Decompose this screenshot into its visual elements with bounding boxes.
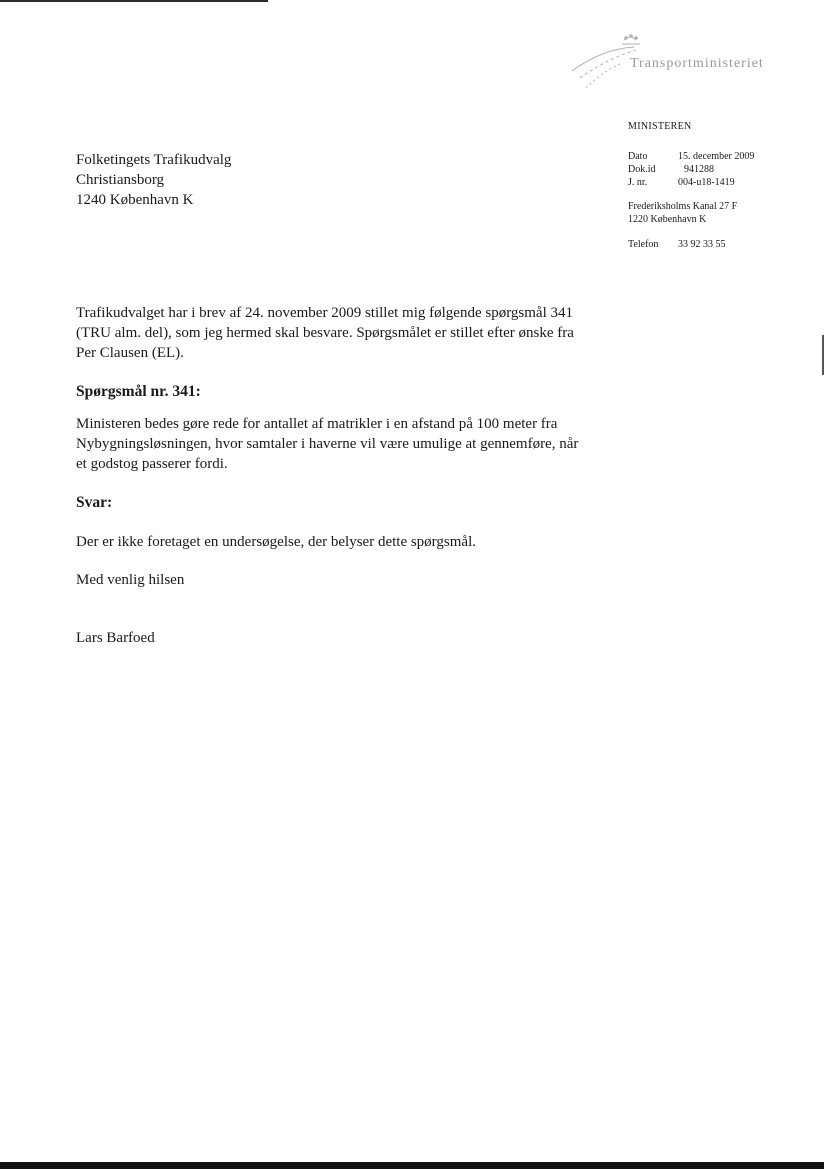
closing-text: Med venlig hilsen [76, 572, 185, 588]
answer-heading: Svar: [76, 494, 113, 511]
recipient-line3: 1240 København K [76, 192, 194, 208]
meta-row-dokid [628, 163, 754, 176]
scan-edge-bottom [0, 1162, 824, 1169]
recipient-address [76, 150, 231, 210]
jnr-label: J. nr. [628, 177, 648, 188]
sender-address-line2: 1220 København K [628, 214, 707, 225]
document-meta [628, 150, 754, 189]
question-heading: Spørgsmål nr. 341: [76, 383, 201, 400]
dokid-value: 941288 [684, 164, 714, 175]
meta-row-date [628, 150, 754, 163]
scan-edge-top [0, 0, 268, 2]
dokid-label: Dok.id [628, 164, 656, 175]
question-paragraph: Ministeren bedes gøre rede for antallet af matrikler i en afstand på 100 meter fra Nybygningsløsningen, hvor samtaler i haverne vil være umulige at gennemføre, når et godstog passerer fordi. [76, 416, 579, 472]
signature: Lars Barfoed [76, 630, 155, 646]
sender-address-line1: Frederiksholms Kanal 27 F [628, 201, 738, 212]
ministry-logo [562, 26, 792, 96]
recipient-line1: Folketingets Trafikudvalg [76, 152, 232, 168]
date-value: 15. december 2009 [678, 151, 755, 162]
sender-address [628, 200, 737, 226]
intro-paragraph: Trafikudvalget har i brev af 24. november 2009 stillet mig følgende spørgsmål 341 (TRU alm. del), som jeg hermed skal besvare. Spørgsmålet er stillet efter ønske fra Per Clausen (EL). [76, 305, 574, 361]
jnr-value: 004-u18-1419 [678, 177, 735, 188]
sender-phone [628, 239, 726, 250]
recipient-line2: Christiansborg [76, 172, 165, 188]
phone-label: Telefon [628, 239, 659, 250]
meta-row-jnr [628, 176, 754, 189]
ministry-logo-text: Transportministeriet [630, 56, 764, 71]
letterhead-title: MINISTEREN [628, 121, 692, 132]
date-label: Dato [628, 151, 648, 162]
answer-paragraph: Der er ikke foretaget en undersøgelse, der belyser dette spørgsmål. [76, 534, 476, 550]
phone-value: 33 92 33 55 [678, 239, 726, 250]
